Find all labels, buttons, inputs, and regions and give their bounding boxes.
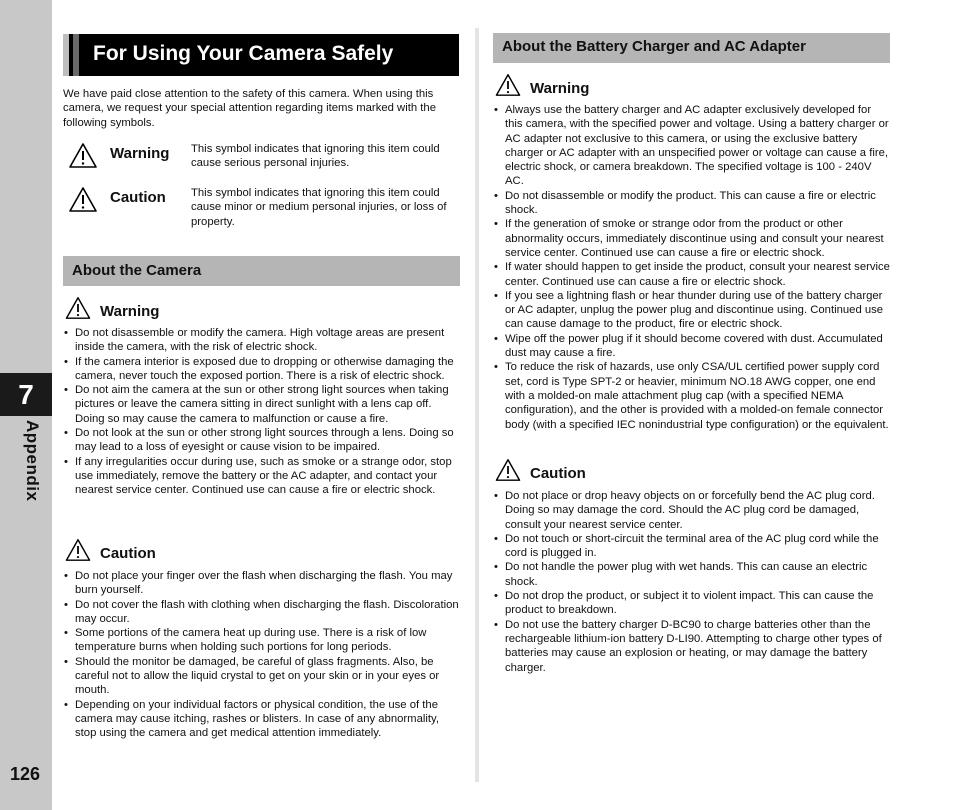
page-title: For Using Your Camera Safely [93, 42, 394, 65]
warning-triangle-icon [494, 73, 522, 97]
legend-caution-term: Caution [110, 189, 166, 206]
camera-section-heading [63, 256, 460, 286]
list-item: • To reduce the risk of hazards, use only CSA/UL certified power supply cord set, cord is Type SPT-2 or heavier, minimum NO.18 AWG copper, one end with a molded-on male attachment plug cap (with a specified NEMA configuration), and the other is provided with a molded-on female connector body (with a specified IEC nonindustrial type configuration) or the equivalent. [493, 360, 891, 431]
caution-triangle-icon [68, 186, 98, 213]
list-item: • Depending on your individual factors or physical condition, the use of the camera may cause itching, rashes or blisters. In case of any abnormality, stop using the camera and get medical attention immediately. [63, 698, 461, 741]
warning-triangle-icon [64, 296, 92, 320]
list-item: • Wipe off the power plug if it should become covered with dust. Accumulated dust may cause a fire. [493, 332, 891, 361]
charger-warning-list [493, 103, 891, 432]
list-item: • Do not handle the power plug with wet hands. This can cause an electric shock. [493, 560, 891, 589]
charger-caution-heading [494, 458, 586, 482]
list-item: • Do not aim the camera at the sun or other strong light sources when taking pictures or leave the camera sitting in direct sunlight with a lens cap off. Doing so may cause the camera to malfunction or cause a fire. [63, 383, 461, 426]
list-item: • Do not disassemble or modify the camera. High voltage areas are present inside the camera, with the risk of electric shock. [63, 326, 461, 355]
camera-caution-list [63, 569, 461, 741]
list-item: • Do not place your finger over the flash when discharging the flash. You may burn yourself. [63, 569, 461, 598]
camera-section-title: About the Camera [72, 262, 202, 279]
legend-caution-desc: This symbol indicates that ignoring this item could cause minor or medium personal injuries, or loss of property. [191, 187, 447, 228]
chapter-number: 7 [0, 373, 52, 416]
page-title-banner [63, 34, 459, 76]
legend-warning-term: Warning [110, 145, 170, 162]
charger-warning-heading [494, 73, 589, 97]
charger-caution-list [493, 489, 891, 675]
camera-warning-list [63, 326, 461, 498]
camera-caution-label: Caution [100, 545, 156, 562]
list-item: • Do not touch or short-circuit the terminal area of the AC plug cord while the cord is plugged in. [493, 532, 891, 561]
page-number: 126 [10, 764, 41, 784]
warning-triangle-icon [68, 142, 98, 169]
title-accent-light [63, 34, 69, 76]
list-item: • Do not disassemble or modify the product. This can cause a fire or electric shock. [493, 189, 891, 218]
list-item: • Do not place or drop heavy objects on or forcefully bend the AC plug cord. Doing so may damage the cord. Should the AC plug cord be damaged, consult your nearest service center. [493, 489, 891, 532]
list-item: • Always use the battery charger and AC adapter exclusively developed for this camera, with the specified power and voltage. Using a battery charger or AC adapter not exclusive to this camera, or using the exclusive battery charger or AC adapter with an unspecified power or voltage can cause a fire, electric shock, or camera breakdown. The specified voltage is 100 - 240V AC. [493, 103, 891, 189]
charger-section-title: About the Battery Charger and AC Adapter [502, 38, 806, 55]
legend-warning-desc: This symbol indicates that ignoring this item could cause serious personal injuries. [191, 143, 440, 170]
title-accent-dark [73, 34, 79, 76]
list-item: • If the camera interior is exposed due to dropping or otherwise damaging the camera, never touch the exposed portion. There is a risk of electric shock. [63, 355, 461, 384]
list-item: • If the generation of smoke or strange odor from the product or other abnormality occurs, immediately discontinue using and consult your nearest service center. Continued use can cause a fire or electric shock. [493, 217, 891, 260]
column-divider [475, 28, 479, 782]
list-item: • Do not drop the product, or subject it to violent impact. This can cause the product to breakdown. [493, 589, 891, 618]
camera-warning-heading [64, 296, 159, 320]
intro-paragraph: We have paid close attention to the safety of this camera. When using this camera, we request your special attention regarding items marked with the following symbols. [63, 88, 436, 129]
chapter-label: Appendix [23, 420, 42, 502]
camera-caution-heading [64, 538, 156, 562]
charger-caution-label: Caution [530, 465, 586, 482]
charger-section-heading [493, 33, 890, 63]
list-item: • If you see a lightning flash or hear thunder during use of the battery charger or AC adapter, unplug the power plug and discontinue using. Continued use can cause damage to the product, fire or electric shock. [493, 289, 891, 332]
list-item: • If water should happen to get inside the product, consult your nearest service center. Continued use can cause a fire or electric shock. [493, 260, 891, 289]
caution-triangle-icon [494, 458, 522, 482]
caution-triangle-icon [64, 538, 92, 562]
camera-warning-label: Warning [100, 303, 160, 320]
list-item: • If any irregularities occur during use, such as smoke or a strange odor, stop use immediately, remove the battery or the AC adapter, and contact your nearest service center. Continued use can cause a fire or electric shock. [63, 455, 461, 498]
list-item: • Do not cover the flash with clothing when discharging the flash. Discoloration may occur. [63, 598, 461, 627]
list-item: • Do not use the battery charger D-BC90 to charge batteries other than the rechargeable lithium-ion battery D-LI90. Attempting to charge other types of batteries may cause an explosion or heating, or may damage the battery charger. [493, 618, 891, 675]
charger-warning-label: Warning [530, 80, 590, 97]
list-item: • Some portions of the camera heat up during use. There is a risk of low temperature burns when holding such portions for long periods. [63, 626, 461, 655]
list-item: • Do not look at the sun or other strong light sources through a lens. Doing so may lead to a loss of eyesight or cause vision to be impaired. [63, 426, 461, 455]
list-item: • Should the monitor be damaged, be careful of glass fragments. Also, be careful not to allow the liquid crystal to get on your skin or in your eyes or mouth. [63, 655, 461, 698]
